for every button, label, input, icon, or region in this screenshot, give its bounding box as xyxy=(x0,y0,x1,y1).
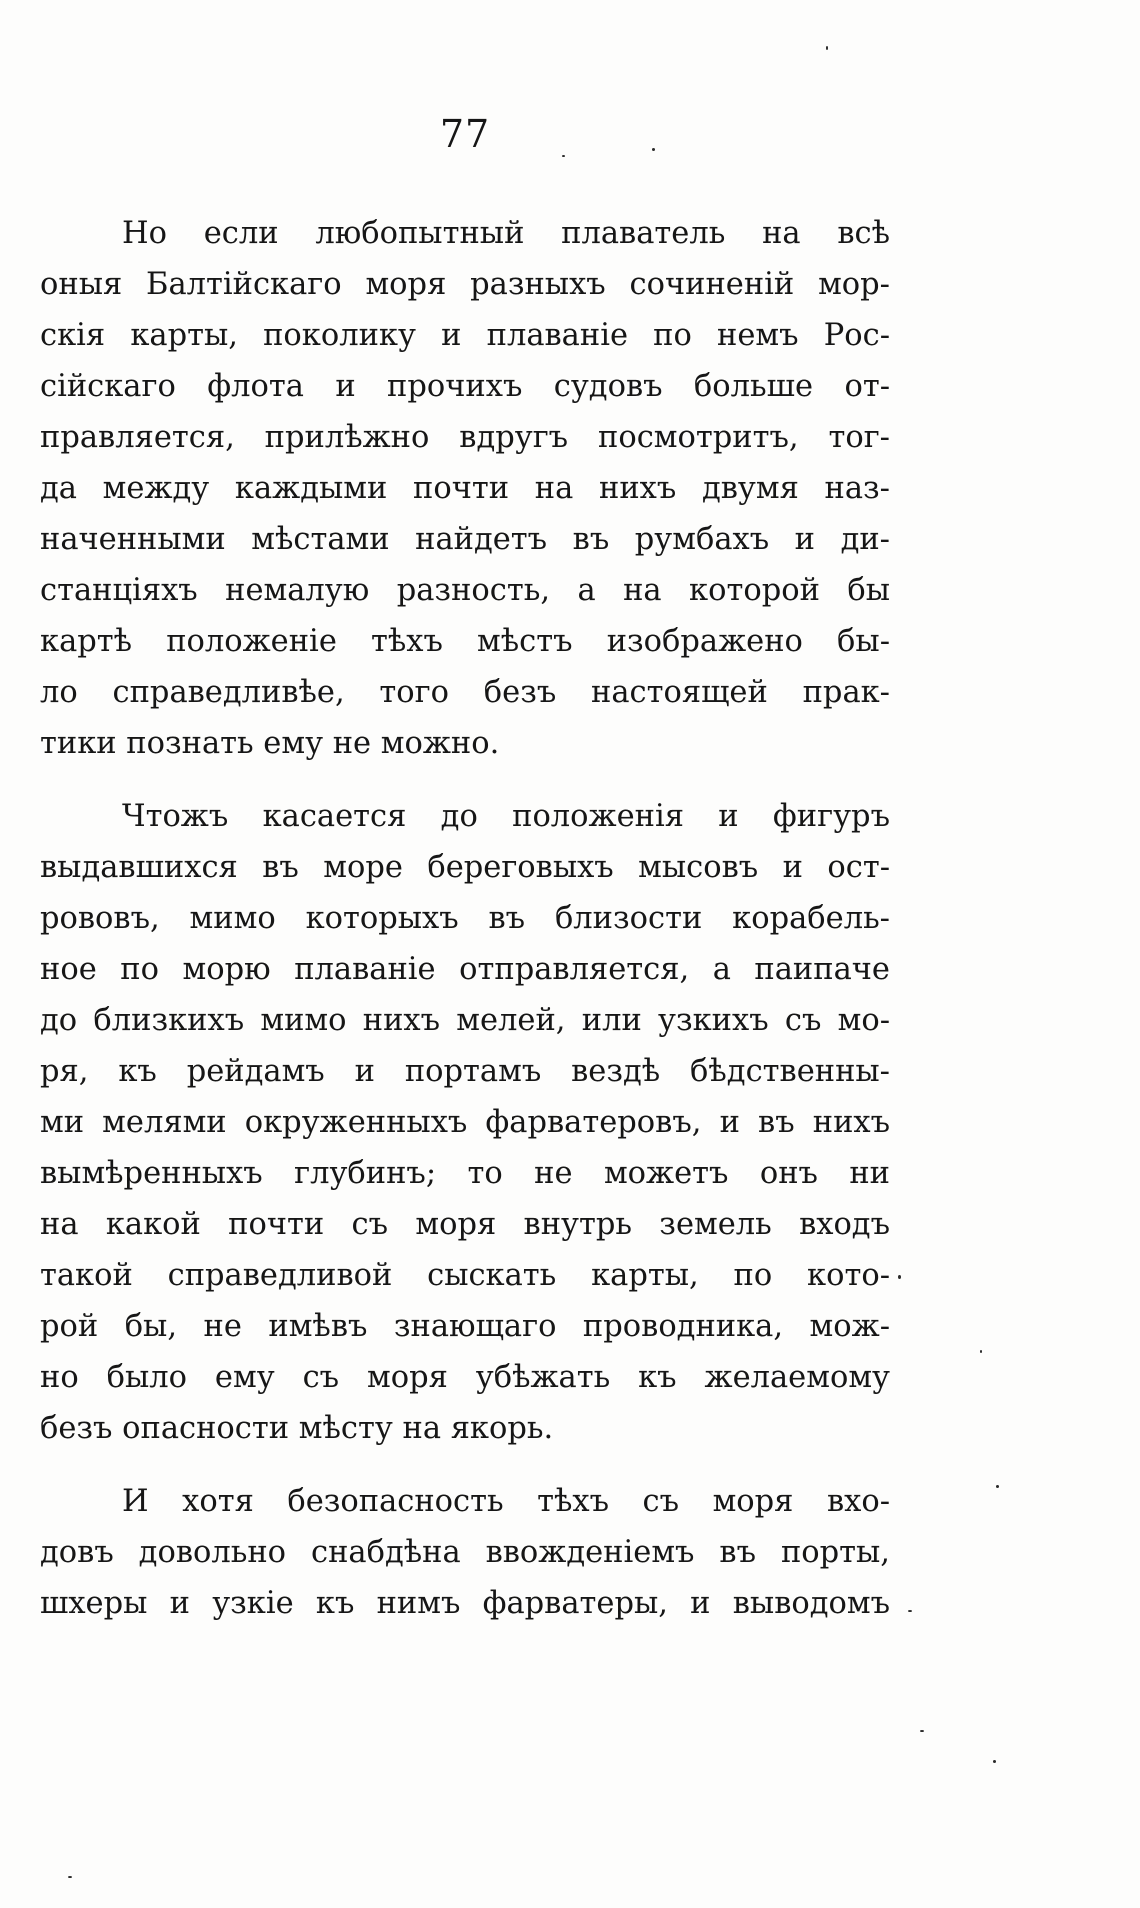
text-line: безъ опасности мѣсту на якорь. xyxy=(40,1411,554,1446)
scan-speck xyxy=(996,1485,999,1488)
text-line: вымѣренныхъ глубинъ; то не можетъ онъ ни xyxy=(40,1156,890,1191)
text-line: рововъ, мимо которыхъ въ близости корабель- xyxy=(40,901,890,936)
scan-speck xyxy=(920,1730,924,1732)
text-line: до близкихъ мимо нихъ мелей, или узкихъ съ мо- xyxy=(40,1003,890,1038)
text-line: ми мелями окруженныхъ фарватеровъ, и въ нихъ xyxy=(40,1105,890,1140)
text-line: станціяхъ немалую разность, а на которой бы xyxy=(40,573,890,608)
text-line: правляется, прилѣжно вдругъ посмотритъ, тог- xyxy=(40,420,890,455)
text-line: Но если любопытный плаватель на всѣ xyxy=(122,216,890,251)
text-line: довъ довольно снабдѣна ввожденіемъ въ порты, xyxy=(40,1535,890,1570)
text-line: да между каждыми почти на нихъ двумя наз- xyxy=(40,471,890,506)
text-line: ря, къ рейдамъ и портамъ вездѣ бѣдственны- xyxy=(40,1054,890,1089)
text-line: тики познать ему не можно. xyxy=(40,726,500,761)
text-line: такой справедливой сыскать карты, по кото- xyxy=(40,1258,890,1293)
scan-speck xyxy=(826,46,828,50)
text-line: ное по морю плаваніе отправляется, а паипаче xyxy=(40,952,890,987)
paragraph-1 xyxy=(40,208,890,769)
scan-speck xyxy=(993,1760,996,1763)
scan-speck xyxy=(652,148,655,151)
text-line: оныя Балтійскаго моря разныхъ сочиненій мор- xyxy=(40,267,890,302)
text-line: наченными мѣстами найдетъ въ румбахъ и ди- xyxy=(40,522,890,557)
scan-speck xyxy=(68,1876,72,1878)
text-line: выдавшихся въ море береговыхъ мысовъ и ост- xyxy=(40,850,890,885)
scan-speck xyxy=(908,1610,912,1612)
text-line: рой бы, не имѣвъ знающаго проводника, мож- xyxy=(40,1309,890,1344)
body-text xyxy=(40,208,890,1651)
scan-speck xyxy=(562,155,565,157)
text-line: картѣ положеніе тѣхъ мѣстъ изображено бы- xyxy=(40,624,890,659)
text-line: но было ему съ моря убѣжать къ желаемому xyxy=(40,1360,890,1395)
text-line: Чтожъ касается до положенія и фигуръ xyxy=(122,799,890,834)
paragraph-2 xyxy=(40,791,890,1454)
text-line: сійскаго флота и прочихъ судовъ больше от- xyxy=(40,369,890,404)
text-line: шхеры и узкіе къ нимъ фарватеры, и выводомъ xyxy=(40,1586,890,1621)
text-line: на какой почти съ моря внутрь земель входъ xyxy=(40,1207,890,1242)
text-line: скія карты, поколику и плаваніе по немъ Рос- xyxy=(40,318,890,353)
scan-speck xyxy=(898,1275,901,1279)
text-line: ло справедливѣе, того безъ настоящей прак- xyxy=(40,675,890,710)
page-number: 77 xyxy=(439,112,491,156)
paragraph-3 xyxy=(40,1476,890,1629)
text-line: И хотя безопасность тѣхъ съ моря вхо- xyxy=(122,1484,890,1519)
scan-speck xyxy=(980,1350,982,1353)
